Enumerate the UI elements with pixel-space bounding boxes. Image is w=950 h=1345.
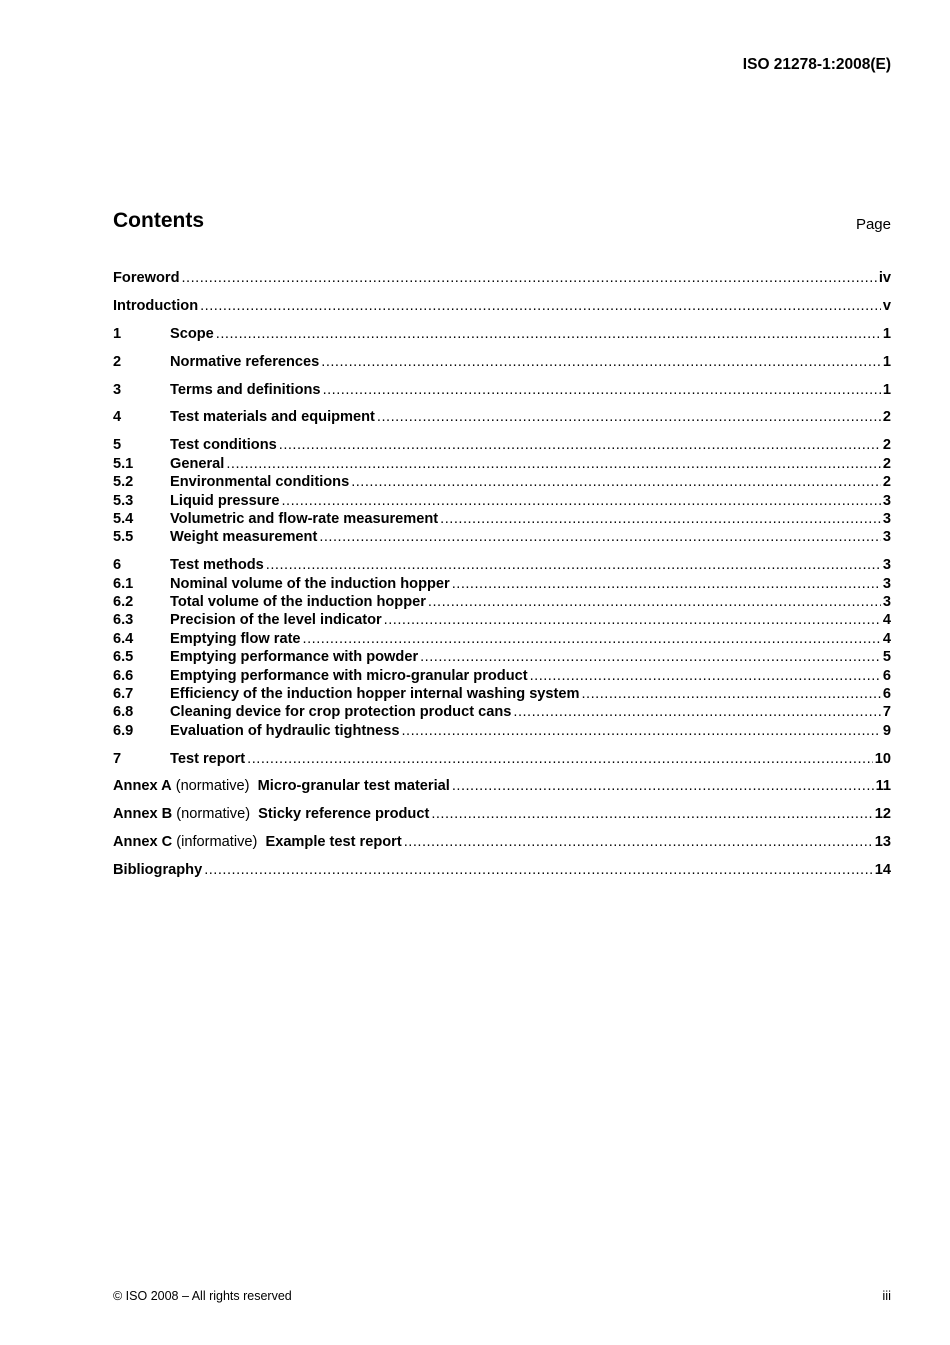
dot-leader xyxy=(582,685,881,703)
toc-entry-text: Scope xyxy=(170,325,214,342)
toc-entry-number: 6.2 xyxy=(113,593,134,610)
toc-entry[interactable] xyxy=(113,630,891,648)
dot-leader xyxy=(420,648,881,666)
toc-entry-title xyxy=(170,408,375,426)
toc-entry-title xyxy=(113,297,198,315)
toc-entry[interactable] xyxy=(113,861,891,879)
toc-entry-label: Annex B xyxy=(113,806,173,823)
toc-entry-label: Annex A xyxy=(113,778,172,795)
dot-leader xyxy=(319,528,881,546)
toc-entry-text: Emptying performance with micro-granular product xyxy=(170,667,528,684)
toc-entry[interactable] xyxy=(113,685,891,703)
toc-entry[interactable] xyxy=(113,325,891,343)
page-column-label: Page xyxy=(855,216,891,233)
toc-entry-page: 3 xyxy=(882,492,891,509)
table-of-contents xyxy=(113,269,891,880)
toc-entry[interactable] xyxy=(113,297,891,315)
toc-entry-title xyxy=(170,353,319,371)
toc-entry-title xyxy=(113,833,402,851)
dot-leader xyxy=(181,269,876,287)
toc-entry-text: Volumetric and flow-rate measurement xyxy=(170,510,439,527)
toc-entry-text: Liquid pressure xyxy=(170,492,280,509)
toc-entry[interactable] xyxy=(113,528,891,546)
toc-entry-text: Normative references xyxy=(170,353,320,370)
toc-entry-number: 6.8 xyxy=(113,704,134,721)
toc-entry[interactable] xyxy=(113,353,891,371)
toc-entry-title xyxy=(113,269,179,287)
page-number: iii xyxy=(882,1288,891,1303)
toc-entry-text: Micro-granular test material xyxy=(257,778,450,795)
toc-entry[interactable] xyxy=(113,611,891,629)
toc-entry-page: 2 xyxy=(882,437,891,454)
dot-leader xyxy=(351,473,881,491)
toc-entry-page: 5 xyxy=(882,649,891,666)
toc-entry[interactable] xyxy=(113,833,891,851)
dot-leader xyxy=(266,556,881,574)
toc-entry-text: Sticky reference product xyxy=(258,806,430,823)
toc-entry-title xyxy=(170,325,214,343)
dot-leader xyxy=(452,575,881,593)
toc-entry-title xyxy=(170,556,264,574)
toc-entry-text: Efficiency of the induction hopper internal washing system xyxy=(170,685,580,702)
toc-entry[interactable] xyxy=(113,436,891,454)
toc-entry-text: Precision of the level indicator xyxy=(170,612,382,629)
dot-leader xyxy=(513,703,880,721)
toc-entry-number: 6.3 xyxy=(113,612,134,629)
toc-entry-page: 1 xyxy=(882,381,891,398)
toc-entry-number: 6.4 xyxy=(113,630,134,647)
toc-entry-text: Emptying performance with powder xyxy=(170,649,419,666)
toc-entry-number: 5.4 xyxy=(113,510,134,527)
dot-leader xyxy=(204,861,873,879)
dot-leader xyxy=(428,593,881,611)
document-id: ISO 21278-1:2008(E) xyxy=(742,56,891,73)
toc-entry-qualifier: (informative) xyxy=(172,834,266,851)
toc-entry-title xyxy=(170,455,224,473)
toc-entry[interactable] xyxy=(113,750,891,768)
toc-entry-label: Introduction xyxy=(113,297,199,314)
toc-entry-page: 2 xyxy=(882,455,891,472)
toc-entry[interactable] xyxy=(113,473,891,491)
toc-entry-page: 3 xyxy=(882,593,891,610)
toc-entry-number: 5.1 xyxy=(113,455,134,472)
toc-entry-page: 4 xyxy=(882,630,891,647)
toc-entry-title xyxy=(170,575,450,593)
toc-entry[interactable] xyxy=(113,510,891,528)
toc-entry-page: 3 xyxy=(882,575,891,592)
toc-entry-text: Emptying flow rate xyxy=(170,630,301,647)
toc-entry-text: General xyxy=(170,455,225,472)
dot-leader xyxy=(281,492,880,510)
toc-entry-title xyxy=(170,750,245,768)
toc-entry-text: Test report xyxy=(170,750,246,767)
dot-leader xyxy=(321,353,881,371)
toc-entry-page: 3 xyxy=(882,529,891,546)
toc-entry-page: 1 xyxy=(882,325,891,342)
toc-entry[interactable] xyxy=(113,593,891,611)
toc-entry-number: 6.6 xyxy=(113,667,134,684)
toc-entry-text: Environmental conditions xyxy=(170,474,350,491)
dot-leader xyxy=(216,325,881,343)
toc-entry-text: Terms and definitions xyxy=(170,381,321,398)
toc-entry-number: 6 xyxy=(113,557,122,574)
toc-entry-label: Annex C xyxy=(113,834,173,851)
toc-entry[interactable] xyxy=(113,381,891,399)
dot-leader xyxy=(440,510,881,528)
dot-leader xyxy=(404,833,873,851)
toc-entry[interactable] xyxy=(113,492,891,510)
dot-leader xyxy=(323,381,881,399)
toc-entry[interactable] xyxy=(113,408,891,426)
toc-entry-text: Weight measurement xyxy=(170,529,318,546)
toc-entry-label: Bibliography xyxy=(113,862,203,879)
toc-entry-text: Test materials and equipment xyxy=(170,409,375,426)
toc-entry-title xyxy=(170,648,418,666)
dot-leader xyxy=(452,777,874,795)
toc-entry-page: 4 xyxy=(882,612,891,629)
toc-entry-title xyxy=(170,611,382,629)
toc-entry-text: Nominal volume of the induction hopper xyxy=(170,575,450,592)
toc-entry-page: 10 xyxy=(874,750,891,767)
toc-entry[interactable] xyxy=(113,722,891,740)
toc-entry-title xyxy=(170,667,528,685)
toc-entry-number: 6.7 xyxy=(113,685,134,702)
toc-entry-number: 5 xyxy=(113,437,122,454)
toc-entry-page: iv xyxy=(878,270,891,286)
toc-entry-title xyxy=(170,703,511,721)
toc-entry[interactable] xyxy=(113,455,891,473)
toc-entry[interactable] xyxy=(113,805,891,823)
toc-entry[interactable] xyxy=(113,269,891,287)
toc-entry-number: 6.9 xyxy=(113,722,134,739)
toc-entry-number: 5.3 xyxy=(113,492,134,509)
toc-entry-title xyxy=(113,861,202,879)
toc-entry-number: 6.1 xyxy=(113,575,134,592)
toc-entry-number: 6.5 xyxy=(113,649,134,666)
toc-entry-title xyxy=(170,381,321,399)
toc-entry-number: 1 xyxy=(113,325,122,342)
toc-entry-title xyxy=(170,630,301,648)
toc-entry-page: 14 xyxy=(874,862,891,879)
toc-entry[interactable] xyxy=(113,667,891,685)
toc-entry-text: Total volume of the induction hopper xyxy=(170,593,426,610)
toc-entry[interactable] xyxy=(113,556,891,574)
toc-entry-page: 9 xyxy=(882,722,891,739)
toc-entry-text: Evaluation of hydraulic tightness xyxy=(170,722,400,739)
toc-entry-text: Test conditions xyxy=(170,437,277,454)
dot-leader xyxy=(279,436,881,454)
toc-entry-number: 5.2 xyxy=(113,474,134,491)
toc-entry-title xyxy=(170,528,317,546)
toc-entry-page: 11 xyxy=(875,778,891,795)
contents-title: Contents xyxy=(113,209,204,232)
toc-entry-page: 2 xyxy=(882,409,891,426)
toc-entry-number: 2 xyxy=(113,353,122,370)
dot-leader xyxy=(530,667,881,685)
toc-entry-title xyxy=(170,593,426,611)
toc-entry-title xyxy=(170,510,438,528)
toc-entry-title xyxy=(113,805,429,823)
toc-entry-page: 6 xyxy=(882,685,891,702)
dot-leader xyxy=(303,630,881,648)
toc-entry-title xyxy=(170,685,580,703)
dot-leader xyxy=(247,750,873,768)
dot-leader xyxy=(384,611,881,629)
toc-entry-page: 1 xyxy=(882,353,891,370)
toc-entry-page: 3 xyxy=(882,557,891,574)
toc-entry-qualifier: (normative) xyxy=(172,806,259,823)
toc-entry-page: 12 xyxy=(874,806,891,823)
toc-entry-page: 3 xyxy=(882,510,891,527)
toc-entry-qualifier: (normative) xyxy=(171,778,258,795)
toc-entry-number: 4 xyxy=(113,409,122,426)
toc-entry-number: 7 xyxy=(113,750,122,767)
toc-entry-text: Cleaning device for crop protection product cans xyxy=(170,704,512,721)
toc-entry[interactable] xyxy=(113,648,891,666)
toc-entry[interactable] xyxy=(113,703,891,721)
toc-entry-title xyxy=(170,473,349,491)
toc-entry-page: 13 xyxy=(874,834,891,851)
toc-entry[interactable] xyxy=(113,777,891,795)
toc-entry[interactable] xyxy=(113,575,891,593)
toc-entry-text: Example test report xyxy=(265,834,402,851)
dot-leader xyxy=(200,297,881,315)
toc-entry-page: 7 xyxy=(882,704,891,721)
toc-entry-label: Foreword xyxy=(113,270,180,286)
toc-entry-page: 6 xyxy=(882,667,891,684)
toc-entry-page: 2 xyxy=(882,474,891,491)
dot-leader xyxy=(431,805,872,823)
toc-entry-title xyxy=(170,436,277,454)
toc-entry-title xyxy=(113,777,450,795)
copyright-notice: © ISO 2008 – All rights reserved xyxy=(113,1289,292,1303)
toc-entry-number: 5.5 xyxy=(113,529,134,546)
dot-leader xyxy=(377,408,881,426)
toc-entry-number: 3 xyxy=(113,381,122,398)
toc-entry-title xyxy=(170,722,399,740)
toc-entry-page: v xyxy=(882,297,891,314)
dot-leader xyxy=(401,722,880,740)
toc-entry-title xyxy=(170,492,279,510)
dot-leader xyxy=(226,455,881,473)
toc-entry-text: Test methods xyxy=(170,557,264,574)
